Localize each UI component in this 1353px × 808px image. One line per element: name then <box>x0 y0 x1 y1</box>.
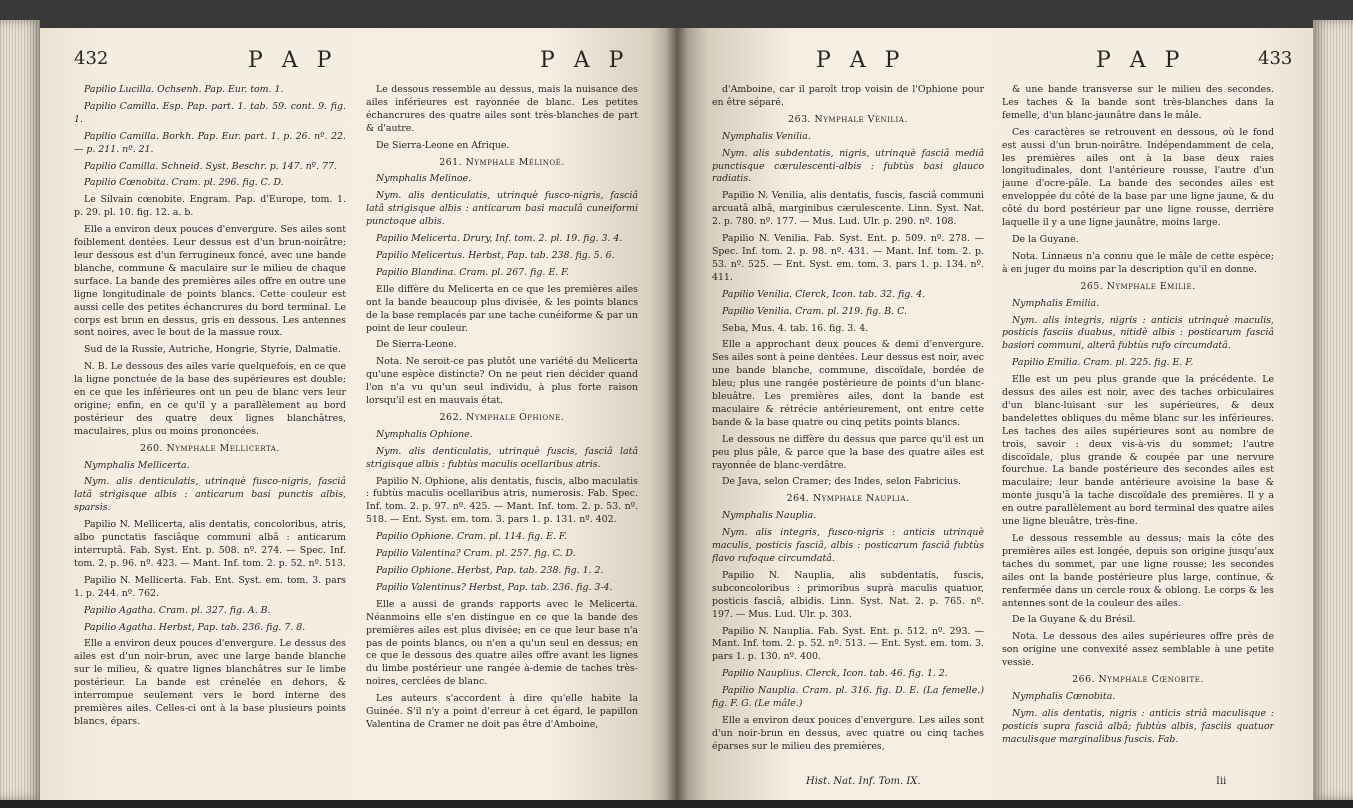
paragraph: Le dessous ne diffère du dessus que parce qu'il est un peu plus pâle, & parce que la base des quatre ailes est rayonnée de blanc-verdâtre. <box>712 433 984 471</box>
paragraph: Nota. Le dessous des ailes supérieures offre près de son origine une convexité assez semblable à une petite vessie. <box>1002 631 1274 669</box>
section-heading: 264. Nymphale Nauplia. <box>786 493 910 505</box>
section-heading: 266. Nymphale Cœnobite. <box>1072 674 1204 686</box>
text-line: De Sierra-Leone en Afrique. <box>376 139 510 151</box>
left-page <box>40 28 676 800</box>
paragraph: N. B. Le dessous des ailes varie quelquefois, en ce que la ligne ponctuée de la base des supérieures est double; en ce que les inférieures ont un peu de blanc vers leur origine; enfin, en ce qu'il y a parallèlement au bord postérieur des quatre deux lignes blanchâtres, maculaires, plus ou moins prononcées. <box>74 361 346 437</box>
text-line: Papilio Valentina? Cram. pl. 257. fig. C. D. <box>376 548 576 560</box>
text-line: Papilio Camilla. Schneid. Syst. Beschr. p. 147. nº. 77. <box>84 160 337 172</box>
species-name: Nymphalis Nauplia. <box>722 510 817 522</box>
section-heading: 260. Nymphale Mellicerta. <box>140 442 280 454</box>
paragraph: Elle a environ deux pouces d'envergure. Le dessus des ailes est d'un noir-brun, avec une large bande blanche sur le milieu, & quatre lignes blanchâtres sur le limbe postérieur. La bande est crénelée en dehors, & interrompue seulement vers le bord interne des premières ailes. Celles-ci ont à la base plusieurs points blancs, épars. <box>74 638 346 727</box>
diagnosis: Nym. alis denticulatis, utrinquè fusco-nigris, fasciâ latâ strigisque albis : anticarum basi maculâ cuneiformi punctoque albis. <box>366 190 638 228</box>
text-line: Papilio Ophione. Cram. pl. 114. fig. E. F. <box>376 531 567 543</box>
text-line: Papilio Emilia. Cram. pl. 225. fig. E. F. <box>1012 357 1194 369</box>
section-heading: 263. Nymphale Vénilia. <box>788 113 908 125</box>
text-line: Papilio N. Mellicerta, alis dentatis, concoloribus, atris, albo punctatis fasciâque communi albâ : anticarum interruptâ. Fab. Syst. Ent. p. 508. nº. 274. — Spec. Inf. tom. 2. p. 96. nº. 423. — Mant. Inf. tom. 2. p. 52. nº. 513. <box>74 519 346 569</box>
text-line: Papilio Camilla. Borkh. Pap. Eur. part. 1. p. 26. nº. 22. — p. 211. nº. 21. <box>74 130 346 155</box>
text-line: De Java, selon Cramer; des Indes, selon Fabricius. <box>722 476 961 488</box>
section-heading: 262. Nymphale Ophione. <box>439 411 565 423</box>
left-col2 <box>366 84 638 796</box>
paragraph: Nota. Linnæus n'a connu que le mâle de cette espèce; à en juger du moins par la description qu'il en donne. <box>1002 250 1274 275</box>
right-header-col1: P A P <box>816 48 906 73</box>
right-header-col2: P A P <box>1096 48 1186 73</box>
footer-gathering-mark: Iii <box>1216 776 1227 787</box>
right-col1 <box>712 84 984 796</box>
text-line: De Sierra-Leone. <box>376 339 457 351</box>
paragraph: Nota. Ne seroit-ce pas plutôt une variété du Melicerta qu'une espèce distincte? On ne peut rien décider quand l'on n'a vu qu'un seul individu, à plus forte raison lorsqu'il est en mauvais état. <box>366 356 638 407</box>
book-edge-left <box>0 20 40 800</box>
left-col1 <box>74 84 346 796</box>
text-line: Seba, Mus. 4. tab. 16. fig. 3. 4. <box>722 322 869 334</box>
paragraph: Elle est un peu plus grande que la précédente. Le dessus des ailes est noir, avec des taches orbiculaires d'un blanc-luisant sur les supérieures, & deux bandelettes obliques du même blanc sur les inférieures. Les taches des ailes supérieures sont au nombre de trois, savoir : deux vis-à-vis du sommet; l'autre discoïdale, plus grande & coupée par une nervure fourchue. La bande postérieure des secondes ailes est maculaire; leur bande antérieure avoisine la base & monte jusqu'à la tache discoïdale des premières. Il y a en outre parallèlement au bord terminal des quatre ailes une ligne bleuâtre, très-fine. <box>1002 374 1274 528</box>
book-edge-right <box>1313 20 1353 800</box>
text-line: Papilio N. Mellicerta. Fab. Ent. Syst. em. tom. 3. pars 1. p. 244. nº. 762. <box>74 574 346 599</box>
paragraph: Sud de la Russie, Autriche, Hongrie, Styrie, Dalmatie. <box>84 344 341 356</box>
paragraph: Le dessous ressemble au dessus, mais la nuisance des ailes inférieures est rayonnée de blanc. Les petites échancrures des quatre ailes sont très-blanches de part & d'autre. <box>366 84 638 134</box>
text-line: Papilio Blandina. Cram. pl. 267. fig. E. F. <box>376 266 570 278</box>
paragraph: Elle a aussi de grands rapports avec le Melicerta. Néanmoins elle s'en distingue en ce que la bande des premières ailes est plus divisée; en ce que leur base n'a pas de points blancs, ou n'en a qu'un seul en dessus; en ce que le dessous des quatre ailes offre avant les lignes du limbe postérieur une rangée à-demie de taches très-noires, cerclées de blanc. <box>366 598 638 688</box>
species-name: Nymphalis Mellicerta. <box>84 459 190 471</box>
diagnosis: Nym. alis dentatis, nigris : anticis striâ maculisque : posticis supra fasciâ albâ; fubtùs albis, fasciis quatuor maculisque marginalibus fuscis. Fab. <box>1002 707 1274 745</box>
left-header-col1: P A P <box>248 48 338 73</box>
diagnosis: Nym. alis denticulatis, utrinquè fusco-nigris, fasciâ latâ strigisque albis : anticarum basi punctis albis, sparsis. <box>74 476 346 514</box>
right-page <box>676 28 1313 800</box>
text-line: Papilio Cœnobita. Cram. pl. 296. fig. C. D. <box>84 177 284 189</box>
text-line: Papilio Melicertus. Herbst, Pap. tab. 238. fig. 5. 6. <box>376 249 615 261</box>
text-line: Papilio Agatha. Herbst, Pap. tab. 236. fig. 7. 8. <box>84 621 306 633</box>
diagnosis: Nym. alis subdentatis, nigris, utrinquè fasciâ mediâ punctisque cærulescenti-albis : fubtùs basi glauco radiatis. <box>712 147 984 185</box>
species-name: Nymphalis Cœnobita. <box>1012 690 1116 702</box>
text-line: Papilio Camilla. Esp. Pap. part. 1. tab. 59. cont. 9. fig. 1. <box>74 100 346 125</box>
species-name: Nymphalis Venilia. <box>722 130 811 142</box>
text-line: De la Guyane & du Brésil. <box>1012 614 1136 626</box>
text-line: Papilio Ophione. Herbst, Pap. tab. 238. fig. 1. 2. <box>376 565 604 576</box>
text-line: Papilio Melicerta. Drury, Inf. tom. 2. pl. 19. fig. 3. 4. <box>376 233 623 245</box>
paragraph: & une bande transverse sur le milieu des secondes. Les taches & la bande sont très-blanches dans la femelle, d'un blanc-jaunâtre dans le mâle. <box>1002 84 1274 121</box>
text-line: Papilio Nauplius. Clerck, Icon. tab. 46. fig. 1. 2. <box>722 668 948 680</box>
paragraph: Elle diffère du Melicerta en ce que les premières ailes ont la bande beaucoup plus divisée, & les points blancs de la base remplacés par une tache cunéiforme & par un point de leur couleur. <box>366 283 638 334</box>
left-header-col2: P A P <box>540 48 630 73</box>
paragraph: Les auteurs s'accordent à dire qu'elle habite la Guinée. S'il n'y a point d'erreur à cet égard, le papillon Valentina de Cramer ne doit pas être d'Amboine, <box>366 693 638 730</box>
left-page-number: 432 <box>74 48 109 69</box>
paragraph: Elle a approchant deux pouces & demi d'envergure. Ses ailes sont à peine dentées. Leur dessus est noir, avec une bande blanche, commune, discoïdale, bordée de bleu; plus une rangée postérieure de points d'un blanc-bleuâtre. Les premières ailes, dont la bande est maculaire & rétrécie antérieurement, ont entre cette bande & la base quatre ou cinq petits points blancs. <box>712 339 984 428</box>
section-heading: 265. Nymphale Emilie. <box>1080 280 1196 292</box>
book-gutter <box>666 28 688 800</box>
text-line: De la Guyane. <box>1012 233 1079 245</box>
paragraph: Le dessous ressemble au dessus; mais la côte des premières ailes est longée, depuis son origine jusqu'aux taches du sommet, par une ligne rousse; les secondes ailes ont la bande postérieure plus large, continue, & renfermée dans un cercle roux & oblong. Le corps & les antennes sont de la couleur des ailes. <box>1002 533 1274 609</box>
text-line: Papilio Nauplia. Cram. pl. 316. fig. D. E. (La femelle.) fig. F. G. (Le mâle.) <box>712 685 984 710</box>
species-name: Nymphalis Emilia. <box>1012 297 1100 309</box>
paragraph: d'Amboine, car il paroît trop voisin de l'Ophione pour en être séparé. <box>712 84 984 108</box>
species-name: Nymphalis Ophione. <box>376 428 473 440</box>
right-page-number: 433 <box>1258 48 1293 69</box>
text-line: Papilio N. Nauplia, alis subdentatis, fuscis, subconcoloribus : primoribus suprà maculis quatuor, posticis fasciâ, albidis. Linn. Syst. Nat. 2. p. 765. nº. 197. — Mus. Lud. Ulr. p. 303. <box>712 569 984 620</box>
species-name: Nymphalis Melinoe. <box>376 173 472 185</box>
text-line: Papilio N. Ophione, alis dentatis, fuscis, albo maculatis : fubtùs maculis ocellaribus atris, numerosis. Fab. Spec. Inf. tom. 2. p. 97. nº. 425. — Mant. Inf. tom. 2. p. 53. nº. 518. — Ent. Syst. em. tom. 3. pars 1. p. 131. nº. 402. <box>366 475 638 526</box>
diagnosis: Nym. alis integris, fusco-nigris : anticis utrinquè maculis, posticis fasciâ, albis : posticarum fasciâ fubtùs flavo rufoque circumdatâ. <box>712 527 984 564</box>
paragraph: Elle a environ deux pouces d'envergure. Ses ailes sont foiblement dentées. Leur dessus est d'un brun-noirâtre; leur dessous est d'un ferrugineux foncé, avec une bande blanche, commune & maculaire sur le milieu de chaque surface. La bande des premières ailes offre en outre une ligne longitudinale de points blancs. Cette couleur est aussi celle des petites échancrures du bord terminal. Le corps est brun en dessus, gris en dessous. Les antennes sont noires, avec le bout de la massue roux. <box>74 224 346 339</box>
text-line: Papilio Venilia. Clerck, Icon. tab. 32. fig. 4. <box>722 288 926 300</box>
text-line: Papilio Lucilla. Ochsenh. Pap. Eur. tom. 1. <box>84 84 284 95</box>
text-line: Le Silvain cœnobite. Engram. Pap. d'Europe, tom. 1. p. 29. pl. 10. fig. 12. a. b. <box>74 194 346 219</box>
text-line: Papilio Venilia. Cram. pl. 219. fig. B. C. <box>722 305 907 317</box>
diagnosis: Nym. alis integris, nigris : anticis utrinquè maculis, posticis fasciis duabus, nitidè albis : posticarum fasciâ basiori communi, alterâ fubtùs rufo circumdatâ. <box>1002 314 1274 352</box>
paragraph: Ces caractères se retrouvent en dessous, où le fond est aussi d'un brun-noirâtre. Indépendamment de cela, les premières ailes ont à la base deux raies longitudinales, dont l'antérieure rousse, l'autre d'un jaune d'ocre-pâle. La bande des secondes ailes est enveloppée du côté de la base par une ligne jaune, & du côté du bord postérieur par une ligne rousse, derrière laquelle il y a une ligne jaunâtre, moins large. <box>1002 126 1274 229</box>
text-line: Papilio Valentinus? Herbst, Pap. tab. 236. fig. 3-4. <box>376 581 613 593</box>
paragraph: Elle a environ deux pouces d'envergure. Les ailes sont d'un noir-brun en dessus, avec quatre ou cinq taches éparses sur le milieu des premières, <box>712 714 984 752</box>
text-line: Papilio N. Venilia. Fab. Syst. Ent. p. 509. nº. 278. — Spec. Inf. tom. 2. p. 98. nº. 431. — Mant. Inf. tom. 2. p. 53. nº. 525. — Ent. Syst. em. tom. 3. pars 1. p. 134. nº. 411. <box>712 233 984 283</box>
text-line: Papilio N. Nauplia. Fab. Syst. Ent. p. 512. nº. 293. — Mant. Inf. tom. 2. p. 52. nº. 513. — Ent. Syst. em. tom. 3. pars 1. p. 130. nº. 400. <box>712 625 984 663</box>
section-heading: 261. Nymphale Mélinoé. <box>439 156 565 168</box>
diagnosis: Nym. alis denticulatis, utrinquè fuscis, fasciâ latâ strigisque albis : fubtùs maculis ocellaribus atris. <box>366 445 638 470</box>
right-col2 <box>1002 84 1274 796</box>
text-line: Papilio N. Venilia, alis dentatis, fuscis, fasciâ communi arcuatâ albâ, marginibus cærulescente. Linn. Syst. Nat. 2. p. 780. nº. 177. — Mus. Lud. Ulr. p. 290. nº. 108. <box>712 190 984 228</box>
footer-signature: Hist. Nat. Inf. Tom. IX. <box>806 776 921 787</box>
text-line: Papilio Agatha. Cram. pl. 327. fig. A. B. <box>84 604 271 616</box>
